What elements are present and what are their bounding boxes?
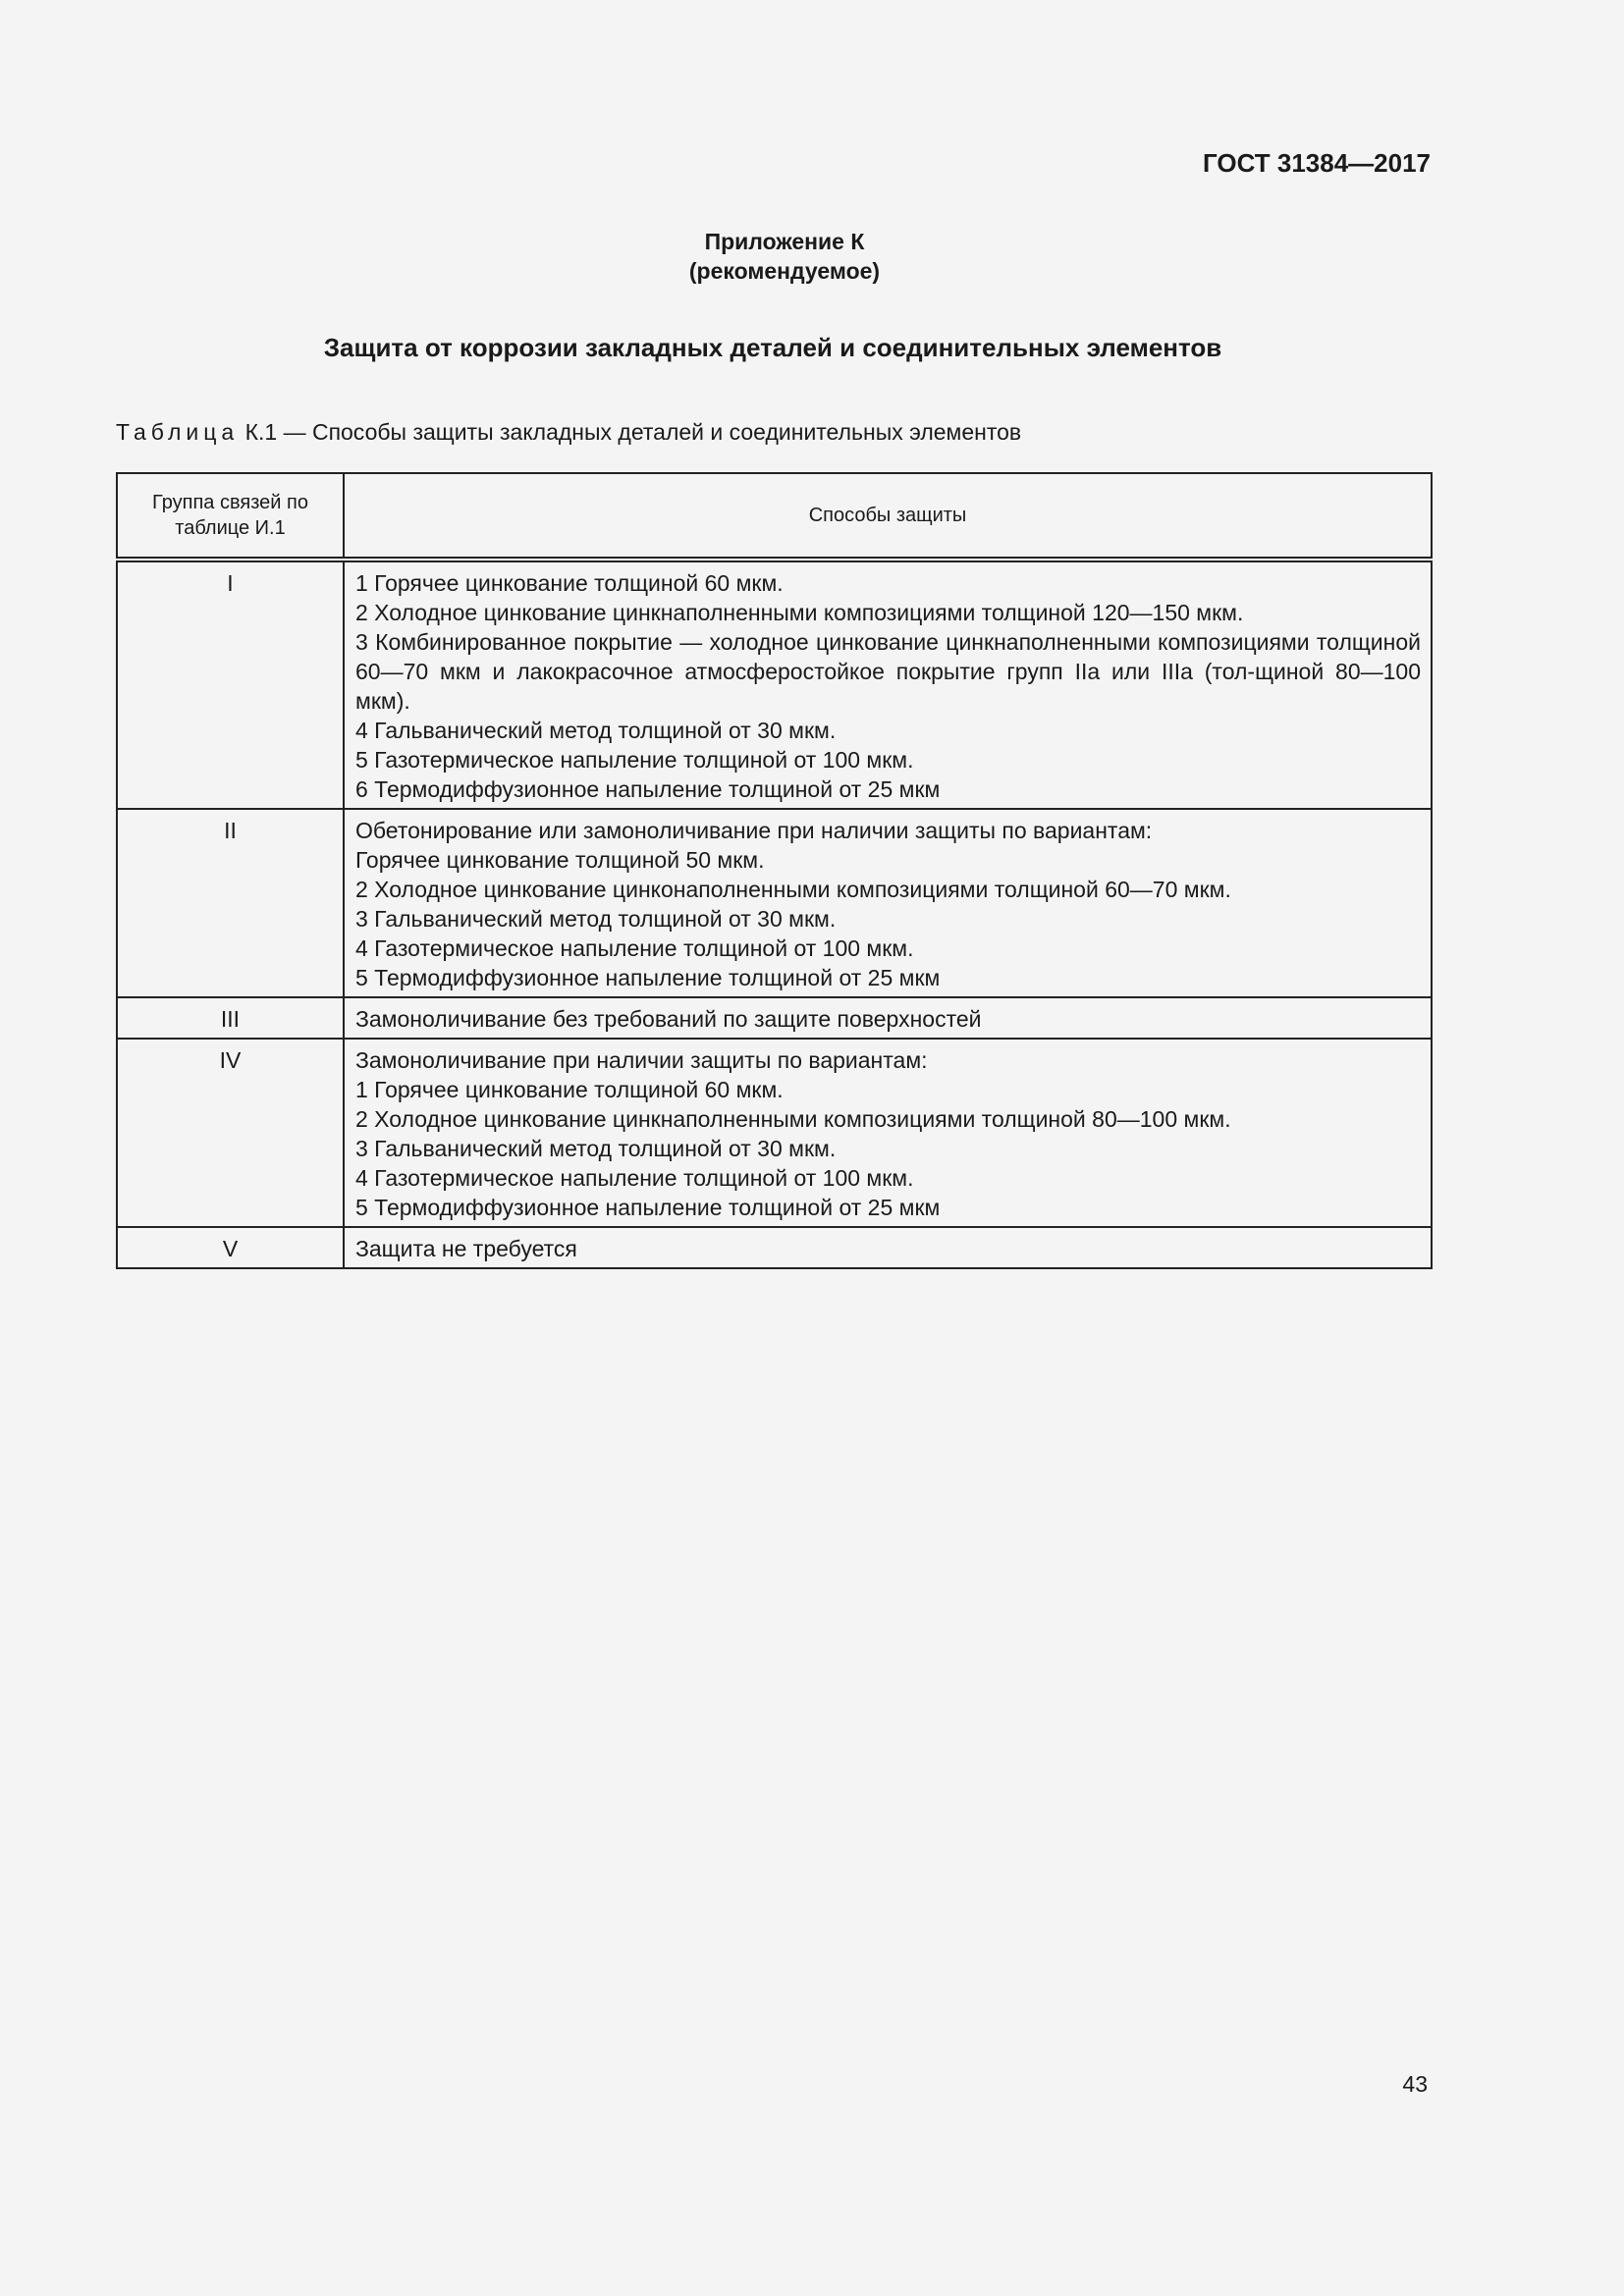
table-row: [117, 1039, 1432, 1227]
appendix-title-block: [0, 227, 1569, 286]
table-caption-text: — Способы защиты закладных деталей и соединительных элементов: [283, 419, 1022, 445]
method-line: Замоноличивание при наличии защиты по вариантам:: [355, 1047, 928, 1073]
group-cell: IV: [117, 1039, 344, 1227]
method-line: Горячее цинкование толщиной 50 мкм.: [355, 847, 765, 873]
methods-cell: [344, 560, 1432, 809]
table-row: [117, 809, 1432, 997]
table-row: [117, 997, 1432, 1039]
method-line: 5 Газотермическое напыление толщиной от 100 мкм.: [355, 747, 914, 773]
method-line: 3 Комбинированное покрытие — холодное цинкование цинкнаполненными композициями толщиной 60—70 мкм и лакокрасочное атмосферостойкое покрытие групп IIа или IIIа (тол-щиной 80—100 мкм).: [355, 629, 1421, 714]
section-title: Защита от коррозии закладных деталей и соединительных элементов: [323, 333, 1222, 362]
method-line: 3 Гальванический метод толщиной от 30 мкм.: [355, 1136, 837, 1161]
page-number: 43: [1402, 2071, 1428, 2097]
method-line: 1 Горячее цинкование толщиной 60 мкм.: [355, 570, 784, 596]
protection-methods-table-container: [116, 472, 1431, 1269]
header-methods: Способы защиты: [344, 473, 1432, 560]
method-line: Замоноличивание без требований по защите поверхностей: [355, 1006, 982, 1032]
method-line: 4 Газотермическое напыление толщиной от 100 мкм.: [355, 935, 914, 961]
method-line: 2 Холодное цинкование цинкнаполненными композициями толщиной 120—150 мкм.: [355, 600, 1244, 625]
appendix-title: Приложение К: [704, 229, 865, 254]
appendix-status: (рекомендуемое): [688, 258, 881, 284]
group-cell: III: [117, 997, 344, 1039]
document-header: ГОСТ 31384—2017: [1203, 148, 1431, 178]
group-cell: V: [117, 1227, 344, 1268]
methods-cell: [344, 1227, 1432, 1268]
group-cell: I: [117, 560, 344, 809]
group-cell: II: [117, 809, 344, 997]
table-caption: [116, 419, 1021, 446]
methods-cell: [344, 997, 1432, 1039]
method-line: 5 Термодиффузионное напыление толщиной от 25 мкм: [355, 965, 941, 990]
protection-methods-table: [116, 472, 1433, 1269]
method-line: Обетонирование или замоноличивание при наличии защиты по вариантам:: [355, 818, 1153, 843]
methods-cell: [344, 809, 1432, 997]
table-row: [117, 1227, 1432, 1268]
methods-cell: [344, 1039, 1432, 1227]
method-line: 4 Газотермическое напыление толщиной от 100 мкм.: [355, 1165, 914, 1191]
table-caption-label: Таблица: [116, 419, 240, 445]
method-line: 2 Холодное цинкование цинкнаполненными композициями толщиной 80—100 мкм.: [355, 1106, 1231, 1132]
header-group: Группа связей по таблице И.1: [117, 473, 344, 560]
method-line: 4 Гальванический метод толщиной от 30 мкм.: [355, 718, 837, 743]
table-row: [117, 560, 1432, 809]
table-header-row: [117, 473, 1432, 560]
table-caption-number: К.1: [244, 419, 278, 445]
method-line: Защита не требуется: [355, 1236, 577, 1261]
method-line: 3 Гальванический метод толщиной от 30 мкм.: [355, 906, 837, 932]
method-line: 1 Горячее цинкование толщиной 60 мкм.: [355, 1077, 784, 1102]
method-line: 5 Термодиффузионное напыление толщиной от 25 мкм: [355, 1195, 941, 1220]
method-line: 2 Холодное цинкование цинконаполненными композициями толщиной 60—70 мкм.: [355, 877, 1231, 902]
method-line: 6 Термодиффузионное напыление толщиной от 25 мкм: [355, 776, 941, 802]
table-body: [117, 560, 1432, 1268]
